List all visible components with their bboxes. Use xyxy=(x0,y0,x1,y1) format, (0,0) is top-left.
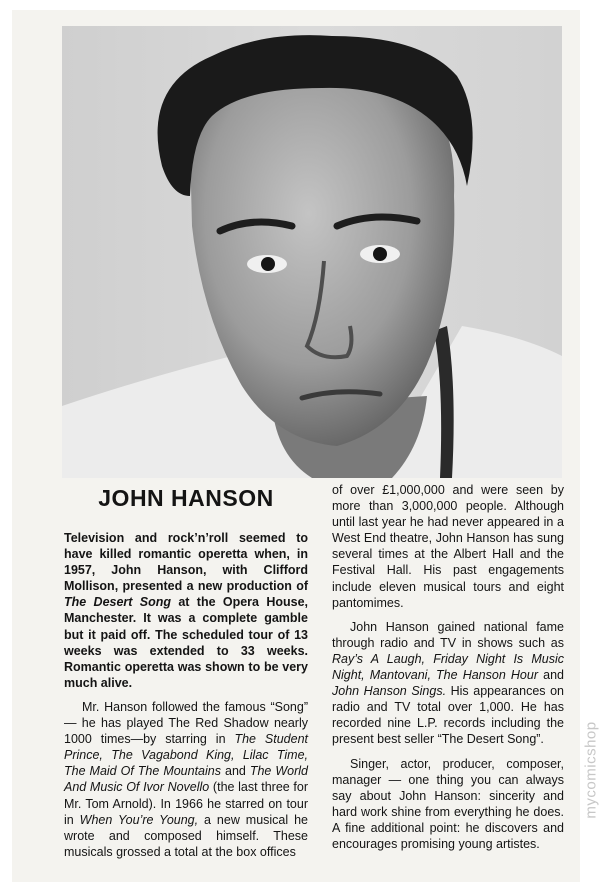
right-column xyxy=(332,482,564,852)
right-pupil xyxy=(373,247,387,261)
portrait-illustration xyxy=(62,26,562,478)
watermark-text: mycomicshop xyxy=(582,721,600,819)
left-column xyxy=(64,482,308,860)
portrait-photo xyxy=(62,26,562,478)
magazine-page xyxy=(12,10,580,882)
paragraph-career-continued: of over £1,000,000 and were seen by more than 3,000,000 people. Although until last year he had never appeared in a West End theatre, John Hanson has sung several times at the Albert Hall and the Festival Hall. His past engagements include eleven musical tours and eight pantomimes. xyxy=(332,483,564,610)
paragraph-intro: Television and rock’n’roll seemed to have killed romantic operetta when, in 1957, John Hanson, with Clifford Mollison, presented a new production of The Desert Song at the Opera House, Manchester. It was a complete gamble but it paid off. The scheduled tour of 13 weeks was extended to 33 weeks. Romantic operetta was shown to be very much alive. xyxy=(64,531,308,690)
paragraph-radio-tv: John Hanson gained national fame through radio and TV in shows such as Ray’s A Laugh, Friday Night Is Music Night, Mantovani, The Hanson Hour and John Hanson Sings. His appearances on radio and TV total over 1,000. He has recorded nine L.P. records including the present best seller “The Desert Song”. xyxy=(332,619,564,747)
watermark xyxy=(583,660,599,880)
paragraph-closing: Singer, actor, producer, composer, manager — one thing you can always say about John Hanson: sincerity and hard work shine from everything he does. A fine additional point: he discovers and encourages promising young artistes. xyxy=(332,756,564,851)
article-title: JOHN HANSON xyxy=(98,485,274,511)
left-pupil xyxy=(261,257,275,271)
paragraph-career: Mr. Hanson followed the famous “Song” — he has played The Red Shadow nearly 1000 times—by starring in The Student Prince, The Vagabond King, Lilac Time, The Maid Of The Mountains and The World And Music Of Ivor Novello (the last three for Mr. Tom Arnold). In 1966 he starred on tour in When You’re Young, a new musical he wrote and composed himself. These musicals grossed a total at the box offices xyxy=(64,699,309,859)
